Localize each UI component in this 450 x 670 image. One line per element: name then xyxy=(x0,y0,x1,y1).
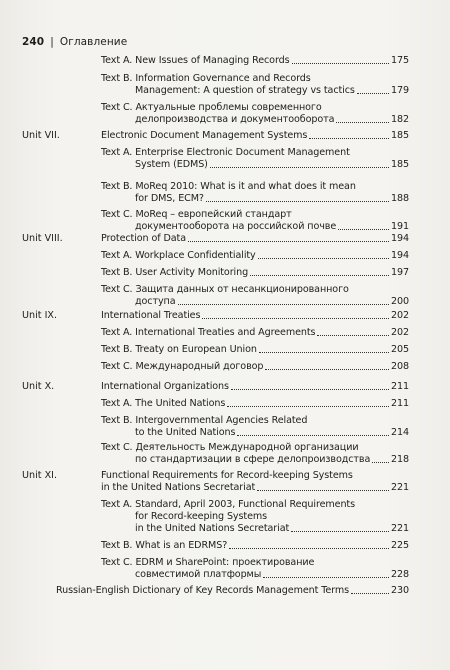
toc-text-entry[interactable] xyxy=(101,73,409,97)
entry-title-line: Text C. Международный договор xyxy=(101,361,264,372)
entry-page-number: 218 xyxy=(390,454,409,465)
dot-leader xyxy=(231,389,389,390)
entry-page-number: 182 xyxy=(390,114,409,125)
toc-text-entry[interactable] xyxy=(101,102,409,126)
dot-leader xyxy=(237,435,389,436)
toc-text-entry[interactable] xyxy=(101,557,409,581)
entry-title-line: Text B. What is an EDRMS? xyxy=(101,540,228,551)
entry-title-line: Protection of Data xyxy=(101,233,186,244)
dot-leader xyxy=(309,138,389,139)
toc-text-entry[interactable] xyxy=(101,499,409,535)
dot-leader xyxy=(372,462,389,463)
entry-title-line: делопроизводства и документооборота xyxy=(135,114,335,125)
dot-leader xyxy=(336,122,389,123)
toc-unit-entry[interactable] xyxy=(101,470,409,494)
dot-leader xyxy=(206,201,389,202)
entry-title-line: System (EDMS) xyxy=(135,159,208,170)
entry-title-line: Text C. Актуальные проблемы современного xyxy=(101,102,322,113)
toc-text-entry[interactable] xyxy=(101,540,409,552)
dot-leader xyxy=(178,304,389,305)
entry-title-line: for DMS, ECM? xyxy=(135,193,204,204)
entry-title-line: Text C. MoReq – европейский стандарт xyxy=(101,209,292,220)
entry-title-line: in the United Nations Secretariat xyxy=(135,523,290,534)
entry-page-number: 211 xyxy=(390,381,409,392)
toc-text-entry[interactable] xyxy=(101,250,409,262)
entry-title-line: Russian-English Dictionary of Key Records Management Terms xyxy=(56,585,349,596)
dot-leader xyxy=(259,352,389,353)
dot-leader xyxy=(265,369,389,370)
entry-page-number: 194 xyxy=(390,233,409,244)
dot-leader xyxy=(338,229,389,230)
entry-page-number: 214 xyxy=(390,427,409,438)
entry-title-line: Text A. Workplace Confidentiality xyxy=(101,250,256,261)
entry-page-number: 202 xyxy=(390,310,409,321)
toc-dictionary-entry[interactable] xyxy=(56,585,409,597)
entry-page-number: 191 xyxy=(390,221,409,232)
entry-title-line: Text C. Защита данных от несанкционированного xyxy=(101,284,349,295)
toc-text-entry[interactable] xyxy=(101,442,409,466)
toc-text-entry[interactable] xyxy=(101,181,409,205)
entry-page-number: 202 xyxy=(390,327,409,338)
entry-title-line: Text B. User Activity Monitoring xyxy=(101,267,249,278)
running-header xyxy=(22,36,127,48)
entry-page-number: 228 xyxy=(390,569,409,580)
entry-page-number: 185 xyxy=(390,130,409,141)
toc-unit-entry[interactable] xyxy=(101,381,409,393)
entry-title-line: Text A. The United Nations xyxy=(101,398,226,409)
entry-page-number: 208 xyxy=(390,361,409,372)
page-number: 240 xyxy=(22,36,45,48)
dot-leader xyxy=(351,593,389,594)
entry-title-line: документооборота на российской почве xyxy=(135,221,337,232)
toc-text-entry[interactable] xyxy=(101,55,409,67)
dot-leader xyxy=(227,406,389,407)
toc-unit-entry[interactable] xyxy=(101,310,409,322)
entry-page-number: 211 xyxy=(390,398,409,409)
entry-page-number: 225 xyxy=(390,540,409,551)
unit-number: Unit X. xyxy=(22,381,55,392)
dot-leader xyxy=(250,275,389,276)
toc-unit-entry[interactable] xyxy=(101,130,409,142)
dot-leader xyxy=(257,490,389,491)
dot-leader xyxy=(210,167,389,168)
entry-title-line: Electronic Document Management Systems xyxy=(101,130,308,141)
toc-text-entry[interactable] xyxy=(101,415,409,439)
entry-title-line: Text A. New Issues of Managing Records xyxy=(101,55,290,66)
entry-title-line: по стандартизации в сфере делопроизводства xyxy=(135,454,371,465)
entry-title-line: in the United Nations Secretariat xyxy=(101,482,256,493)
entry-page-number: 194 xyxy=(390,250,409,261)
entry-page-number: 230 xyxy=(390,585,409,596)
entry-title-line: Text B. Intergovernmental Agencies Related xyxy=(101,415,308,426)
entry-title-line: Text B. MoReq 2010: What is it and what does it mean xyxy=(101,181,356,192)
dot-leader xyxy=(188,241,389,242)
entry-title-line: Text A. International Treaties and Agreements xyxy=(101,327,316,338)
entry-title-line: Text A. Enterprise Electronic Document Management xyxy=(101,147,350,158)
unit-number: Unit IX. xyxy=(22,310,58,321)
unit-number: Unit XI. xyxy=(22,470,58,481)
entry-page-number: 179 xyxy=(390,85,409,96)
header-title: Оглавление xyxy=(59,36,128,48)
entry-page-number: 221 xyxy=(390,523,409,534)
entry-page-number: 200 xyxy=(390,296,409,307)
entry-page-number: 197 xyxy=(390,267,409,278)
entry-title-line: Functional Requirements for Record-keeping Systems xyxy=(101,470,353,481)
entry-title-line: Text B. Information Governance and Records xyxy=(101,73,311,84)
entry-page-number: 205 xyxy=(390,344,409,355)
toc-text-entry[interactable] xyxy=(101,361,409,373)
entry-title-line: for Record-keeping Systems xyxy=(135,511,268,522)
toc-text-entry[interactable] xyxy=(101,284,409,308)
toc-text-entry[interactable] xyxy=(101,344,409,356)
entry-title-line: International Treaties xyxy=(101,310,201,321)
toc-text-entry[interactable] xyxy=(101,398,409,410)
toc-unit-entry[interactable] xyxy=(101,233,409,245)
entry-title-line: Management: A question of strategy vs tactics xyxy=(135,85,355,96)
dot-leader xyxy=(258,258,389,259)
dot-leader xyxy=(357,93,389,94)
unit-number: Unit VIII. xyxy=(22,233,63,244)
dot-leader xyxy=(263,577,389,578)
entry-page-number: 188 xyxy=(390,193,409,204)
entry-title-line: Text C. EDRM и SharePoint: проектирование xyxy=(101,557,315,568)
dot-leader xyxy=(229,548,389,549)
dot-leader xyxy=(202,318,389,319)
entry-title-line: Text B. Treaty on European Union xyxy=(101,344,257,355)
entry-page-number: 185 xyxy=(390,159,409,170)
entry-title-line: Text A. Standard, April 2003, Functional Requirements xyxy=(101,499,355,510)
toc-text-entry[interactable] xyxy=(101,147,409,171)
entry-page-number: 221 xyxy=(390,482,409,493)
entry-title-line: доступа xyxy=(135,296,176,307)
dot-leader xyxy=(291,531,389,532)
toc-text-entry[interactable] xyxy=(101,327,409,339)
entry-title-line: Text C. Деятельность Международной организации xyxy=(101,442,359,453)
entry-title-line: International Organizations xyxy=(101,381,229,392)
toc-text-entry[interactable] xyxy=(101,209,409,233)
entry-title-line: to the United Nations xyxy=(135,427,236,438)
entry-page-number: 175 xyxy=(390,55,409,66)
unit-number: Unit VII. xyxy=(22,130,60,141)
dot-leader xyxy=(317,335,389,336)
header-separator: | xyxy=(50,36,54,48)
entry-title-line: совместимой платформы xyxy=(135,569,262,580)
dot-leader xyxy=(292,63,389,64)
toc-text-entry[interactable] xyxy=(101,267,409,279)
